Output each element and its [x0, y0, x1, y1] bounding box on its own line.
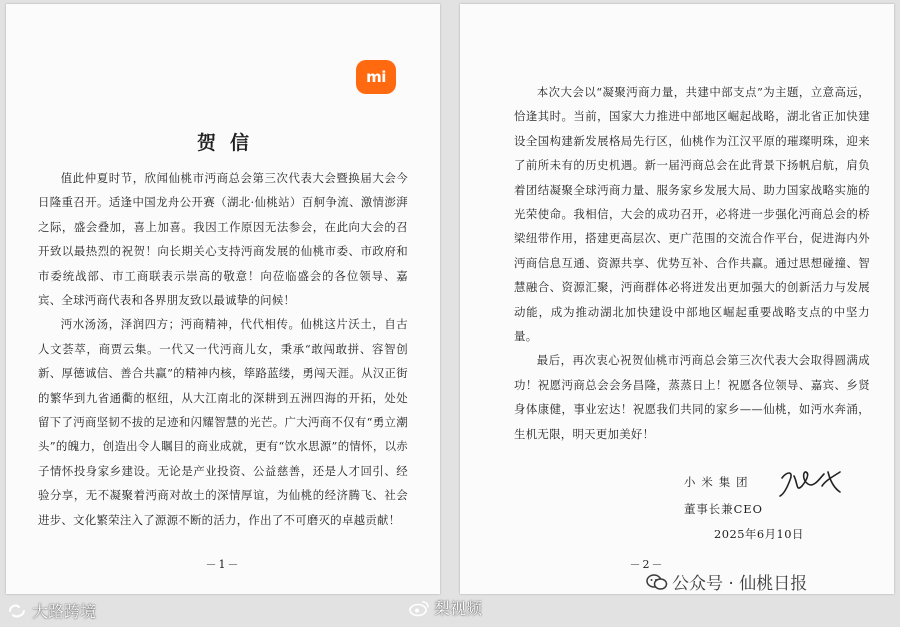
- paragraph: 值此仲夏时节，欣闻仙桃市沔商总会第三次代表大会暨换届大会今日隆重召开。适逢中国龙舟公开赛（湖北·仙桃站）百舸争流、激情澎湃之际，盛会叠加，喜上加喜。我因工作原因无法参会，在此向大会的召开致以最热烈的祝贺！向长期关心支持沔商发展的仙桃市委、市政府和市委统战部、市工商联表示崇高的敬意！向莅临盛会的各位领导、嘉宾、全球沔商代表和各界朋友致以最诚挚的问候！: [38, 171, 408, 308]
- paragraph: 沔水汤汤，泽润四方；沔商精神，代代相传。仙桃这片沃土，自古人文荟萃，商贾云集。一代又一代沔商儿女，秉承“敢闯敢拼、容智创新、厚德诚信、善合共赢”的精神内核，筚路蓝缕，勇闯天涯。从汉正街的繁华到九省通衢的枢纽，从大江南北的深耕到五洲四海的开拓，处处留下了沔商坚韧不拔的足迹和闪耀智慧的光芒。广大沔商不仅有“勇立潮头”的魄力，创造出令人瞩目的商业成就，更有“饮水思源”的情怀，以赤子情怀投身家乡建设。无论是产业投资、公益慈善，还是人才回引、经验分享，无不凝聚着沔商对故土的深情厚谊，为仙桃的经济腾飞、社会进步、文化繁荣注入了源源不断的活力，作出了不可磨灭的卓越贡献！: [38, 317, 408, 527]
- letter-page-2: [460, 4, 894, 594]
- paragraph: 本次大会以“凝聚沔商力量，共建中部支点”为主题，立意高远，恰逢其时。当前，国家大力推进中部地区崛起战略，湖北省正加快建设全国构建新发展格局先行区，仙桃作为江汉平原的璀璨明珠，迎来了前所未有的历史机遇。新一届沔商总会在此背景下扬帆启航，肩负着团结凝聚全球沔商力量、服务家乡发展大局、助力国家战略实施的光荣使命。我相信，大会的成功召开，必将进一步强化沔商总会的桥梁纽带作用，搭建更高层次、更广范围的交流合作平台，促进海内外沔商信息互通、资源共享、优势互补、合作共赢。通过思想碰撞、智慧融合、资源汇聚，沔商群体必将迸发出更加强大的创新活力与发展动能，成为推动湖北加快建设中部地区崛起重要战略支点的中坚力量。: [514, 85, 870, 344]
- signature-title: 董事长兼CEO: [684, 502, 763, 516]
- watermark-text: 大路跨境: [32, 602, 97, 621]
- wechat-official-account-icon: [646, 573, 668, 591]
- xiaomi-logo-icon: mi: [356, 60, 396, 94]
- handwritten-signature: [776, 464, 846, 502]
- page-number: －1－: [205, 558, 241, 571]
- paragraph: 最后，再次衷心祝贺仙桃市沔商总会第三次代表大会取得圆满成功！祝愿沔商总会会务昌隆，蒸蒸日上！祝愿各位领导、嘉宾、乡贤身体康健，事业宏达！祝愿我们共同的家乡——仙桃，如沔水奔涌，生机无限，明天更加美好！: [514, 353, 870, 441]
- weibo-icon: [408, 599, 430, 617]
- signature-date: 2025年6月10日: [714, 527, 804, 541]
- channel-logo-icon: [6, 602, 28, 620]
- letter-body-page-1: [38, 166, 408, 532]
- watermark-source-left: [6, 599, 96, 622]
- letter-title: 贺信: [196, 132, 263, 154]
- watermark-source-right: [646, 569, 807, 594]
- letter-body-page-2: [514, 80, 870, 446]
- page-number: －2－: [629, 558, 665, 571]
- signature-company: 小米集团: [684, 475, 754, 489]
- watermark-source-center: [408, 596, 482, 619]
- letter-page-1: [6, 4, 440, 594]
- watermark-text: 公众号 · 仙桃日报: [672, 574, 808, 594]
- watermark-text: 梨视频: [434, 599, 483, 618]
